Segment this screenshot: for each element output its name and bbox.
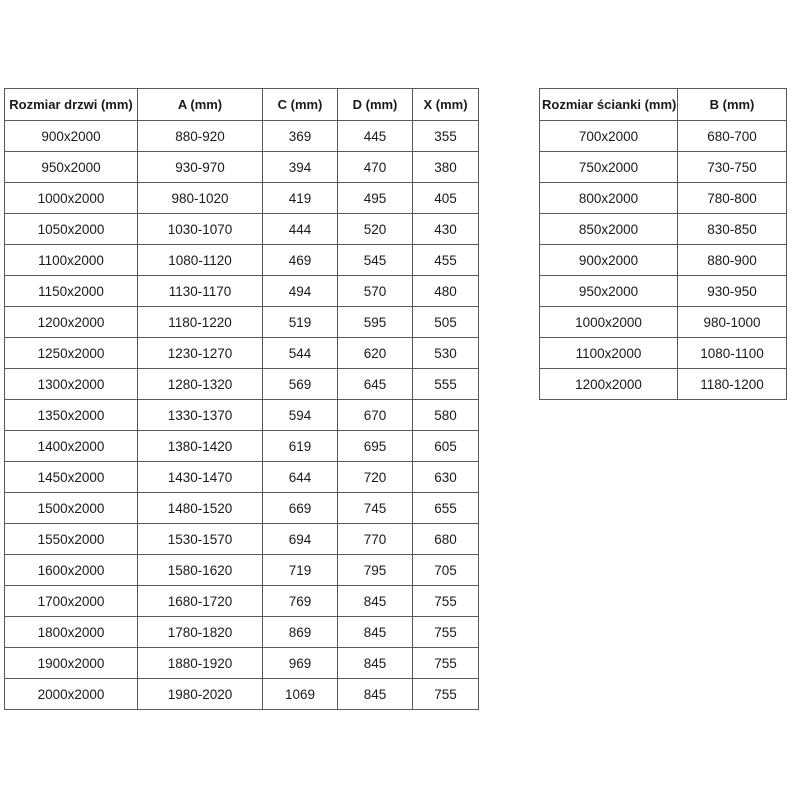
table-cell: 430 <box>413 214 479 245</box>
table-cell: 1080-1100 <box>678 338 787 369</box>
table-cell: 980-1020 <box>138 183 263 214</box>
table-cell: 1400x2000 <box>5 431 138 462</box>
table-cell: 1380-1420 <box>138 431 263 462</box>
table-cell: 700x2000 <box>540 121 678 152</box>
table-cell: 1030-1070 <box>138 214 263 245</box>
table-row <box>5 152 479 183</box>
table-cell: 1880-1920 <box>138 648 263 679</box>
table-row <box>5 307 479 338</box>
table-row <box>5 214 479 245</box>
table-cell: 845 <box>338 648 413 679</box>
table-cell: 444 <box>263 214 338 245</box>
table-cell: 1180-1220 <box>138 307 263 338</box>
table-cell: 405 <box>413 183 479 214</box>
table-cell: 1980-2020 <box>138 679 263 710</box>
table-cell: 630 <box>413 462 479 493</box>
table-cell: 419 <box>263 183 338 214</box>
table-cell: 1150x2000 <box>5 276 138 307</box>
table-cell: 845 <box>338 586 413 617</box>
table-row <box>5 493 479 524</box>
header-row <box>5 89 479 121</box>
table-cell: 1580-1620 <box>138 555 263 586</box>
table-cell: 705 <box>413 555 479 586</box>
table-cell: 755 <box>413 586 479 617</box>
table-cell: 719 <box>263 555 338 586</box>
table-cell: 595 <box>338 307 413 338</box>
table-row <box>5 586 479 617</box>
table-cell: 900x2000 <box>5 121 138 152</box>
table-row <box>5 338 479 369</box>
table-cell: 1680-1720 <box>138 586 263 617</box>
table-row <box>5 648 479 679</box>
table-row <box>5 617 479 648</box>
table-cell: 880-900 <box>678 245 787 276</box>
table-cell: 369 <box>263 121 338 152</box>
table-cell: 505 <box>413 307 479 338</box>
table-cell: 1450x2000 <box>5 462 138 493</box>
table-cell: 1900x2000 <box>5 648 138 679</box>
table-cell: 830-850 <box>678 214 787 245</box>
column-header: Rozmiar drzwi (mm) <box>5 89 138 121</box>
table-cell: 900x2000 <box>540 245 678 276</box>
table-cell: 850x2000 <box>540 214 678 245</box>
table-cell: 520 <box>338 214 413 245</box>
table-cell: 1330-1370 <box>138 400 263 431</box>
table-row <box>5 462 479 493</box>
table-cell: 694 <box>263 524 338 555</box>
table-cell: 969 <box>263 648 338 679</box>
table-row <box>5 679 479 710</box>
table-row <box>5 276 479 307</box>
table-cell: 545 <box>338 245 413 276</box>
table-row <box>5 369 479 400</box>
table-cell: 1250x2000 <box>5 338 138 369</box>
table-cell: 594 <box>263 400 338 431</box>
table-cell: 1480-1520 <box>138 493 263 524</box>
table-cell: 950x2000 <box>540 276 678 307</box>
table-cell: 680-700 <box>678 121 787 152</box>
table-cell: 544 <box>263 338 338 369</box>
table-cell: 605 <box>413 431 479 462</box>
table-cell: 730-750 <box>678 152 787 183</box>
table-cell: 1000x2000 <box>540 307 678 338</box>
table-cell: 695 <box>338 431 413 462</box>
table-cell: 2000x2000 <box>5 679 138 710</box>
table-cell: 750x2000 <box>540 152 678 183</box>
table-cell: 1280-1320 <box>138 369 263 400</box>
table-cell: 1130-1170 <box>138 276 263 307</box>
table-cell: 1300x2000 <box>5 369 138 400</box>
column-header: D (mm) <box>338 89 413 121</box>
table-row <box>540 245 787 276</box>
table-cell: 494 <box>263 276 338 307</box>
table-row <box>540 338 787 369</box>
table-cell: 845 <box>338 617 413 648</box>
wall-sizes-table <box>539 88 787 400</box>
column-header: X (mm) <box>413 89 479 121</box>
table-row <box>540 276 787 307</box>
table-row <box>5 431 479 462</box>
table-cell: 1530-1570 <box>138 524 263 555</box>
table-cell: 570 <box>338 276 413 307</box>
table-cell: 930-970 <box>138 152 263 183</box>
table-row <box>5 524 479 555</box>
table-cell: 770 <box>338 524 413 555</box>
table-cell: 355 <box>413 121 479 152</box>
table-cell: 1080-1120 <box>138 245 263 276</box>
table-cell: 745 <box>338 493 413 524</box>
table-cell: 469 <box>263 245 338 276</box>
table-cell: 1230-1270 <box>138 338 263 369</box>
table-cell: 1600x2000 <box>5 555 138 586</box>
table-cell: 580 <box>413 400 479 431</box>
table-row <box>540 183 787 214</box>
table-row <box>540 307 787 338</box>
table-cell: 555 <box>413 369 479 400</box>
table-row <box>5 400 479 431</box>
table-cell: 1500x2000 <box>5 493 138 524</box>
table-cell: 769 <box>263 586 338 617</box>
table-row <box>540 214 787 245</box>
table-cell: 620 <box>338 338 413 369</box>
table-cell: 445 <box>338 121 413 152</box>
table-cell: 755 <box>413 617 479 648</box>
table-row <box>540 369 787 400</box>
table-cell: 1100x2000 <box>5 245 138 276</box>
table-row <box>5 121 479 152</box>
table-cell: 519 <box>263 307 338 338</box>
table-cell: 1050x2000 <box>5 214 138 245</box>
table-cell: 1180-1200 <box>678 369 787 400</box>
table-cell: 645 <box>338 369 413 400</box>
table-row <box>540 152 787 183</box>
column-header: B (mm) <box>678 89 787 121</box>
table-cell: 530 <box>413 338 479 369</box>
table-row <box>5 555 479 586</box>
table-row <box>5 183 479 214</box>
column-header: A (mm) <box>138 89 263 121</box>
table-cell: 655 <box>413 493 479 524</box>
table-cell: 845 <box>338 679 413 710</box>
table-cell: 930-950 <box>678 276 787 307</box>
table-cell: 755 <box>413 648 479 679</box>
table-cell: 455 <box>413 245 479 276</box>
table-cell: 619 <box>263 431 338 462</box>
table-cell: 950x2000 <box>5 152 138 183</box>
table-cell: 780-800 <box>678 183 787 214</box>
door-sizes-table <box>4 88 479 710</box>
table-cell: 1000x2000 <box>5 183 138 214</box>
table-cell: 669 <box>263 493 338 524</box>
table-cell: 569 <box>263 369 338 400</box>
table-cell: 795 <box>338 555 413 586</box>
table-cell: 680 <box>413 524 479 555</box>
table-cell: 495 <box>338 183 413 214</box>
table-cell: 1430-1470 <box>138 462 263 493</box>
table-cell: 470 <box>338 152 413 183</box>
table-cell: 755 <box>413 679 479 710</box>
table-cell: 1350x2000 <box>5 400 138 431</box>
table-cell: 1200x2000 <box>5 307 138 338</box>
table-cell: 869 <box>263 617 338 648</box>
column-header: Rozmiar ścianki (mm) <box>540 89 678 121</box>
column-header: C (mm) <box>263 89 338 121</box>
table-cell: 1100x2000 <box>540 338 678 369</box>
table-cell: 980-1000 <box>678 307 787 338</box>
table-cell: 800x2000 <box>540 183 678 214</box>
table-cell: 880-920 <box>138 121 263 152</box>
table-cell: 670 <box>338 400 413 431</box>
table-cell: 394 <box>263 152 338 183</box>
table-cell: 1550x2000 <box>5 524 138 555</box>
table-cell: 380 <box>413 152 479 183</box>
table-cell: 1800x2000 <box>5 617 138 648</box>
header-row <box>540 89 787 121</box>
table-cell: 1069 <box>263 679 338 710</box>
table-row <box>5 245 479 276</box>
table-cell: 644 <box>263 462 338 493</box>
table-cell: 1780-1820 <box>138 617 263 648</box>
table-row <box>540 121 787 152</box>
table-cell: 1200x2000 <box>540 369 678 400</box>
table-cell: 1700x2000 <box>5 586 138 617</box>
table-cell: 480 <box>413 276 479 307</box>
table-cell: 720 <box>338 462 413 493</box>
